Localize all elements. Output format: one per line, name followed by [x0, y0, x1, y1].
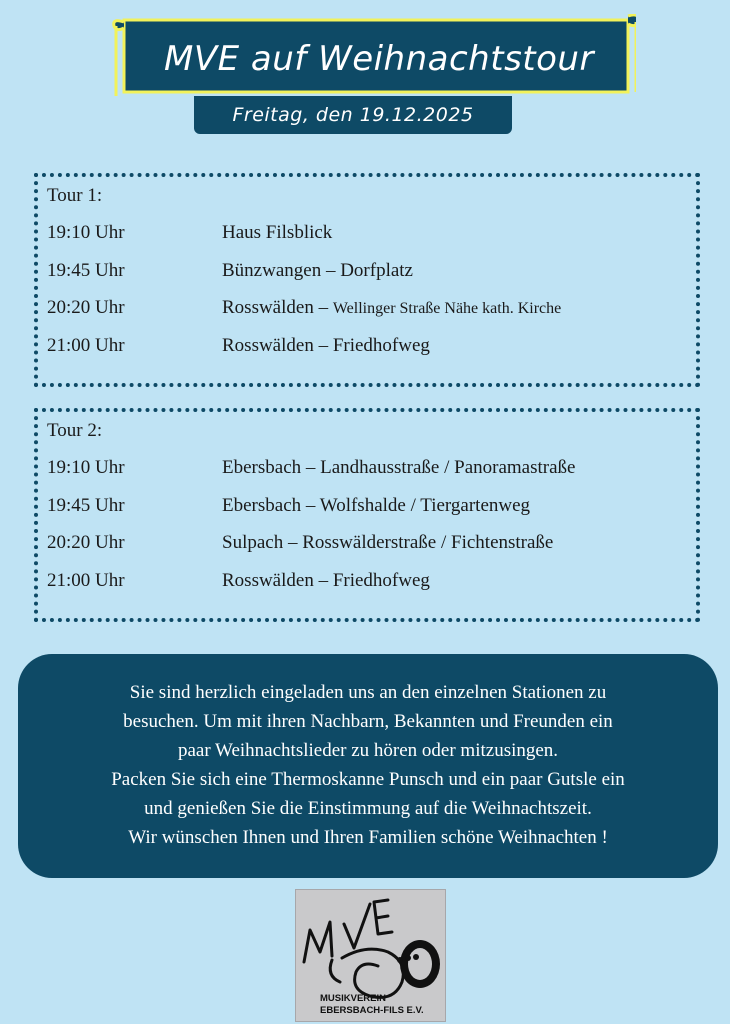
- stop-time: 20:20 Uhr: [47, 297, 125, 318]
- stop-place: [222, 297, 561, 319]
- tour-stop: [47, 495, 696, 521]
- tour-title: Tour 2:: [47, 420, 103, 441]
- logo-caption: [320, 993, 424, 1017]
- invitation-line: paar Weihnachtslieder zu hören oder mitzusingen.: [177, 740, 559, 761]
- tour-stop: [47, 260, 696, 286]
- stop-place: Rosswälden – Friedhofweg: [222, 335, 430, 356]
- stop-time: 21:00 Uhr: [47, 335, 125, 356]
- stop-place: Sulpach – Rosswälderstraße / Fichtenstraße: [222, 532, 554, 553]
- page-title: MVE auf Weihnachtstour: [164, 39, 594, 79]
- stop-place-town: Rosswälden –: [222, 297, 333, 318]
- tour-stop: [47, 222, 696, 248]
- stop-time: 19:10 Uhr: [47, 222, 125, 243]
- invitation-line: Sie sind herzlich eingeladen uns an den einzelnen Stationen zu: [129, 682, 607, 703]
- stop-time: 19:10 Uhr: [47, 457, 125, 478]
- invitation-panel: [18, 654, 718, 878]
- tour-stop: [47, 457, 696, 483]
- tour-1-box: [34, 173, 700, 387]
- stop-time: 19:45 Uhr: [47, 260, 125, 281]
- invitation-line: Packen Sie sich eine Thermoskanne Punsch und ein paar Gutsle ein: [111, 769, 625, 790]
- stop-place: Haus Filsblick: [222, 222, 333, 243]
- stop-time: 19:45 Uhr: [47, 495, 125, 516]
- stop-place-detail: Wellinger Straße Nähe kath. Kirche: [332, 300, 562, 317]
- tour-title: Tour 1:: [47, 185, 103, 206]
- stop-time: 20:20 Uhr: [47, 532, 125, 553]
- tour-stop: [47, 297, 696, 323]
- tour-stop: [47, 532, 696, 558]
- invitation-line: und genießen Sie die Einstimmung auf die Weihnachtszeit.: [144, 798, 592, 819]
- tour-stop: [47, 335, 696, 361]
- stop-place: Ebersbach – Wolfshalde / Tiergartenweg: [222, 495, 531, 516]
- stop-place: Bünzwangen – Dorfplatz: [222, 260, 413, 281]
- logo-name-line-2: EBERSBACH-FILS E.V.: [320, 1005, 424, 1016]
- tour-stop: [47, 570, 696, 596]
- stop-time: 21:00 Uhr: [47, 570, 125, 591]
- tour-2-box: [34, 408, 700, 622]
- stop-place: Rosswälden – Friedhofweg: [222, 570, 430, 591]
- stop-place: Ebersbach – Landhausstraße / Panoramastraße: [222, 457, 576, 478]
- musikverein-logo: [295, 889, 446, 1022]
- invitation-line: besuchen. Um mit ihren Nachbarn, Bekannten und Freunden ein: [123, 711, 613, 732]
- invitation-line: Wir wünschen Ihnen und Ihren Familien schöne Weihnachten !: [128, 827, 608, 848]
- logo-name-line-1: MUSIKVEREIN: [320, 993, 386, 1004]
- title-banner: [112, 14, 636, 96]
- event-date: Freitag, den 19.12.2025: [194, 96, 512, 134]
